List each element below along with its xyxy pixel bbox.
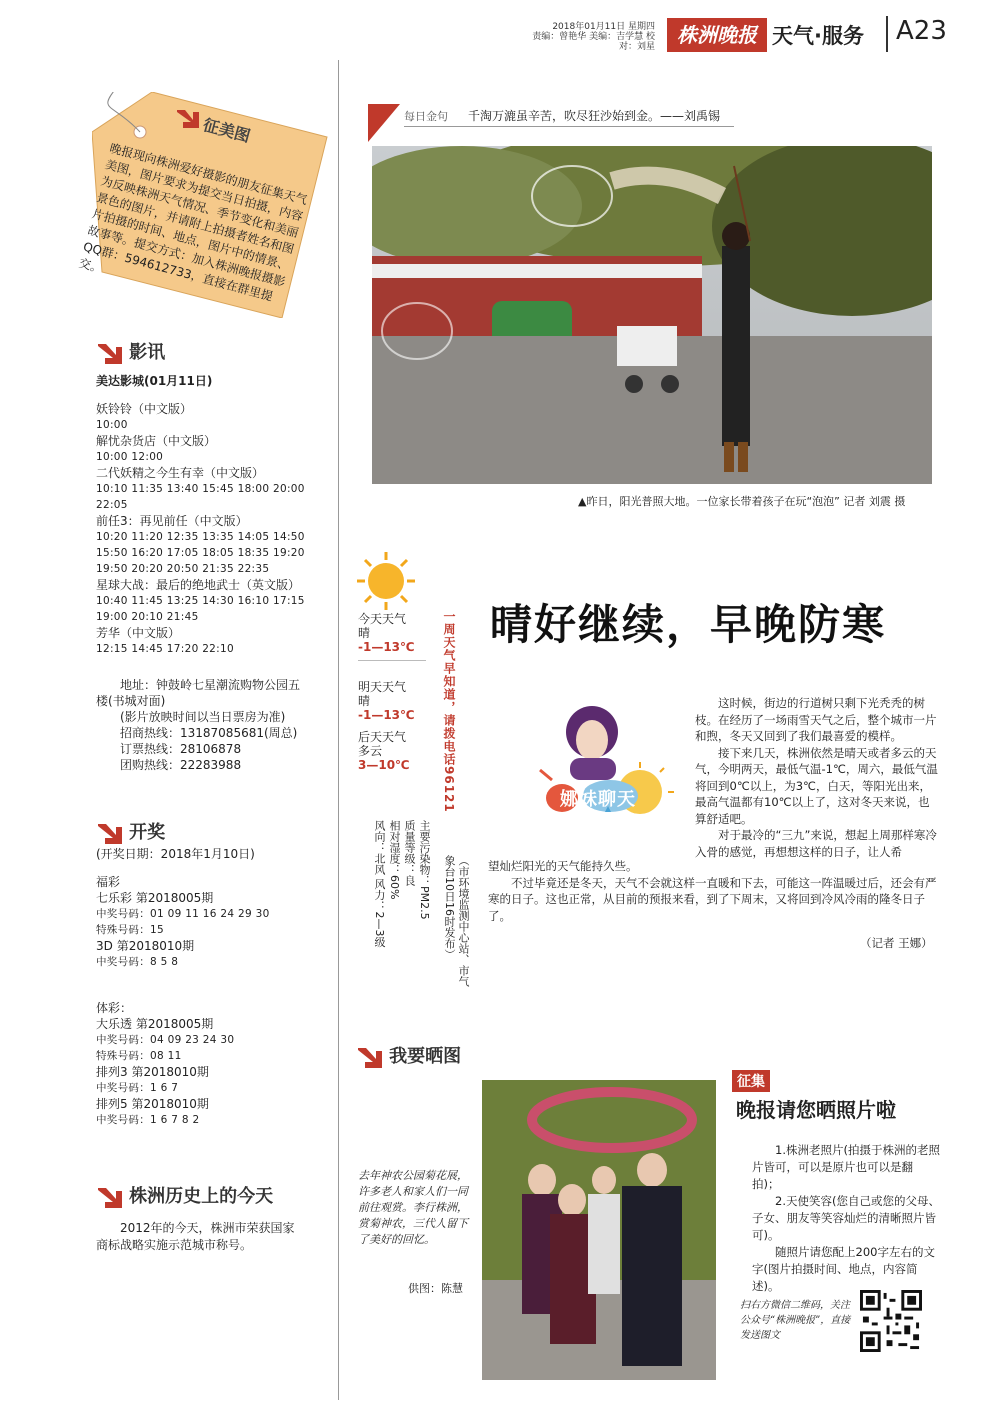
header-staff: 责编：曾艳华 美编：吉学慧 校对：刘星 (532, 32, 655, 52)
weather-after-cond: 多云 (358, 744, 383, 758)
tag-text: 晚报现向株洲爱好摄影的朋友征集天气美图，图片要求为提交当日拍摄，内容为反映株洲天气情况、季节变化和美丽景色的图片，并请附上拍摄者姓名和图片拍摄的时间、地点，图片中的情景、故事等。提交方式：加入株洲晚报摄影QQ群：594612733，直接在群里提交。 (77, 140, 309, 304)
bubble-photo (372, 146, 932, 484)
arrow-icon (96, 342, 124, 366)
cinema-heading (96, 338, 165, 366)
movie-times: 10:00 (96, 419, 128, 431)
movie-item (96, 433, 306, 465)
article-paragraph: 不过毕竟还是冬天，天气不会就这样一直暖和下去，可能这一阵温暖过后，还会有严寒的日子。这也正常，从目前的预报来看，到了下周末，又将回到冷风冷雨的隆冬日子了。 (488, 875, 937, 923)
article-paragraph: 对于最冷的“三九”来说，想起上周那样寒冷入骨的感觉，再想想这样的日子，让人希 (695, 828, 937, 859)
arrow-icon (175, 108, 201, 134)
lottery-ticai: 体彩： (96, 1001, 133, 1015)
lottery-line: 中奖号码：1 6 7 8 2 (96, 1114, 200, 1126)
quote-text: 千淘万漉虽辛苦，吹尽狂沙始到金。——刘禹锡 (468, 109, 721, 123)
lottery-line: 3D 第2018010期 (96, 939, 195, 953)
air-quality-line: 相对湿度：60% (388, 820, 401, 900)
tag-title: 征美图 (201, 115, 253, 146)
lottery-line: 特殊号码：15 (96, 924, 164, 936)
movie-item (96, 577, 306, 625)
share-heading (356, 1042, 461, 1070)
share-heading-label: 我要晒图 (389, 1046, 462, 1067)
movie-item (96, 625, 306, 657)
article-paragraph: 接下来几天，株洲依然是晴天或者多云的天气，今明两天，最低气温-1℃，周六，最低气温将回到0℃以上，为3℃，白天，等阳光出来，最高气温都有10℃以上了，这对冬天来说，也算舒适吧。 (695, 745, 938, 826)
share-credit: 供图：陈慧 (408, 1282, 463, 1295)
lottery-date: (开奖日期：2018年1月10日) (96, 847, 255, 861)
arrow-icon (356, 1046, 384, 1070)
article-byline: （记者 王娜） (860, 936, 933, 950)
column-divider (338, 60, 339, 1400)
lottery-line: 中奖号码：1 6 7 (96, 1082, 179, 1094)
article-body (695, 695, 940, 860)
weather-tomorrow-temp: -1—13℃ (358, 708, 415, 722)
section-title: 天气·服务 (772, 24, 864, 48)
weather-today-label: 今天天气 (358, 612, 407, 626)
share-caption: 去年神农公园菊花展，许多老人和家人们一同前往观赏。李行株洲，赏菊神农，三代人留下了美好的回忆。 (358, 1169, 468, 1246)
lottery-list (96, 846, 306, 1128)
header-date: 2018年01月11日 星期四 (552, 22, 655, 32)
lottery-line: 七乐彩 第2018005期 (96, 891, 214, 905)
weather-tomorrow-label: 明天天气 (358, 680, 407, 694)
weather-today-cond: 晴 (358, 626, 371, 640)
weather-hotline: 一周天气早知道，请拨电话96121 (442, 610, 456, 813)
zhengji-tag: 征集 (732, 1070, 770, 1092)
movie-times: 10:40 11:45 13:25 14:30 16:10 17:15 19:00 20:10 21:45 (96, 595, 305, 623)
movie-item (96, 401, 306, 433)
movie-times: 10:00 12:00 (96, 451, 164, 463)
movie-title: 星球大战：最后的绝地武士（英文版） (96, 578, 301, 592)
movie-times: 12:15 14:45 17:20 22:10 (96, 643, 234, 655)
air-quality-source: （市环境监测中心站、市气象台10日16时发布） (443, 855, 470, 987)
weather-after-label: 后天天气 (358, 730, 407, 744)
history-heading (96, 1182, 273, 1210)
movie-title: 二代妖精之今生有幸（中文版） (96, 466, 265, 480)
air-quality-line: 质量等级：良 (403, 820, 416, 886)
lottery-line: 特殊号码：08 11 (96, 1050, 182, 1062)
history-heading-label: 株洲历史上的今天 (129, 1186, 274, 1207)
lottery-line: 中奖号码：04 09 23 24 30 (96, 1034, 235, 1046)
article-body-wide (488, 858, 940, 924)
cinema-phone: 团购热线：22283988 (120, 758, 242, 772)
quote-marker (368, 104, 400, 142)
qr-instruction: 扫右方微信二维码，关注公众号“株洲晚报”，直接发送图文 (740, 1300, 851, 1341)
movie-item (96, 513, 306, 577)
cinema-address: 地址：钟鼓岭七星潮流购物公园五楼(书城对面) (96, 678, 301, 708)
zhengji-paragraph: 1.株洲老照片(拍摄于株洲的老照片皆可，可以是原片也可以是翻拍)； (752, 1143, 940, 1191)
zhengji-paragraph: 随照片请您配上200字左右的文字(图片拍摄时间、地点，内容简述)。 (752, 1245, 935, 1293)
cinema-phone: 订票热线：28106878 (120, 742, 242, 756)
zhengji-body (752, 1142, 940, 1295)
newspaper-logo: 株洲晚报 (667, 18, 767, 52)
page-number: A23 (896, 16, 947, 46)
air-quality (372, 820, 432, 980)
zhengji-title: 晚报请您晒照片啦 (736, 1098, 896, 1122)
quote-label: 每日金句 (404, 110, 448, 123)
article-paragraph: 望灿烂阳光的天气能持久些。 (488, 859, 638, 873)
movie-title: 前任3：再见前任（中文版） (96, 514, 248, 528)
lottery-heading (96, 818, 165, 846)
lottery-line: 大乐透 第2018005期 (96, 1017, 214, 1031)
lottery-line: 排列5 第2018010期 (96, 1097, 209, 1111)
header-meta (520, 22, 655, 52)
qr-code-icon[interactable] (860, 1290, 922, 1352)
movie-times: 10:20 11:20 12:35 13:35 14:05 14:50 15:50 16:20 17:05 18:05 18:35 19:20 19:50 20:20 20:50 21:35 22:35 (96, 531, 305, 575)
chat-label: 娜妹聊天 (560, 789, 636, 810)
lottery-line: 中奖号码：01 09 11 16 24 29 30 (96, 908, 270, 920)
weather-today-temp: -1—13℃ (358, 640, 415, 654)
family-photo (482, 1080, 716, 1380)
air-quality-line: 风向：北风 风力：2—3级 (373, 820, 386, 948)
arrow-icon (96, 1186, 124, 1210)
lottery-line: 排列3 第2018010期 (96, 1065, 209, 1079)
zhengji-paragraph: 2.天使笑容(您自己或您的父母、子女、朋友等笑容灿烂的清晰照片皆可)。 (752, 1194, 940, 1242)
quote-underline (404, 126, 734, 127)
photo-caption: ▲昨日，阳光普照大地。一位家长带着孩子在玩“泡泡” 记者 刘震 摄 (578, 495, 906, 508)
movie-title: 解忧杂货店（中文版） (96, 434, 217, 448)
movie-times: 10:10 11:35 13:40 15:45 18:00 20:00 22:05 (96, 483, 305, 511)
lottery-heading-label: 开奖 (129, 822, 166, 843)
weather-forecast (358, 612, 426, 772)
air-quality-line: 主要污染物：PM2.5 (418, 820, 431, 920)
header-divider (886, 16, 888, 52)
cinema-list (96, 373, 306, 773)
cinema-name: 美达影城(01月11日) (96, 374, 213, 388)
movie-title: 芳华（中文版） (96, 626, 181, 640)
weather-after-temp: 3—10℃ (358, 758, 410, 772)
lottery-fucai: 福彩 (96, 875, 121, 889)
headline: 晴好继续，早晚防寒 (490, 600, 887, 649)
cinema-heading-label: 影讯 (129, 342, 166, 363)
movie-item (96, 465, 306, 513)
article-paragraph: 这时候，街边的行道树只剩下光秃秃的树枝。在经历了一场雨雪天气之后，整个城市一片和煦，冬天又回到了我们最喜爱的模样。 (695, 696, 937, 743)
cinema-note: (影片放映时间以当日票房为准) (120, 710, 286, 724)
lottery-line: 中奖号码：8 5 8 (96, 956, 179, 968)
movie-title: 妖铃铃（中文版） (96, 402, 193, 416)
sun-icon (355, 550, 417, 612)
arrow-icon (96, 822, 124, 846)
cinema-phone: 招商热线：13187085681(周总) (120, 726, 298, 740)
weather-tomorrow-cond: 晴 (358, 694, 371, 708)
history-text: 2012年的今天，株洲市荣获国家商标战略实施示范城市称号。 (96, 1221, 295, 1252)
